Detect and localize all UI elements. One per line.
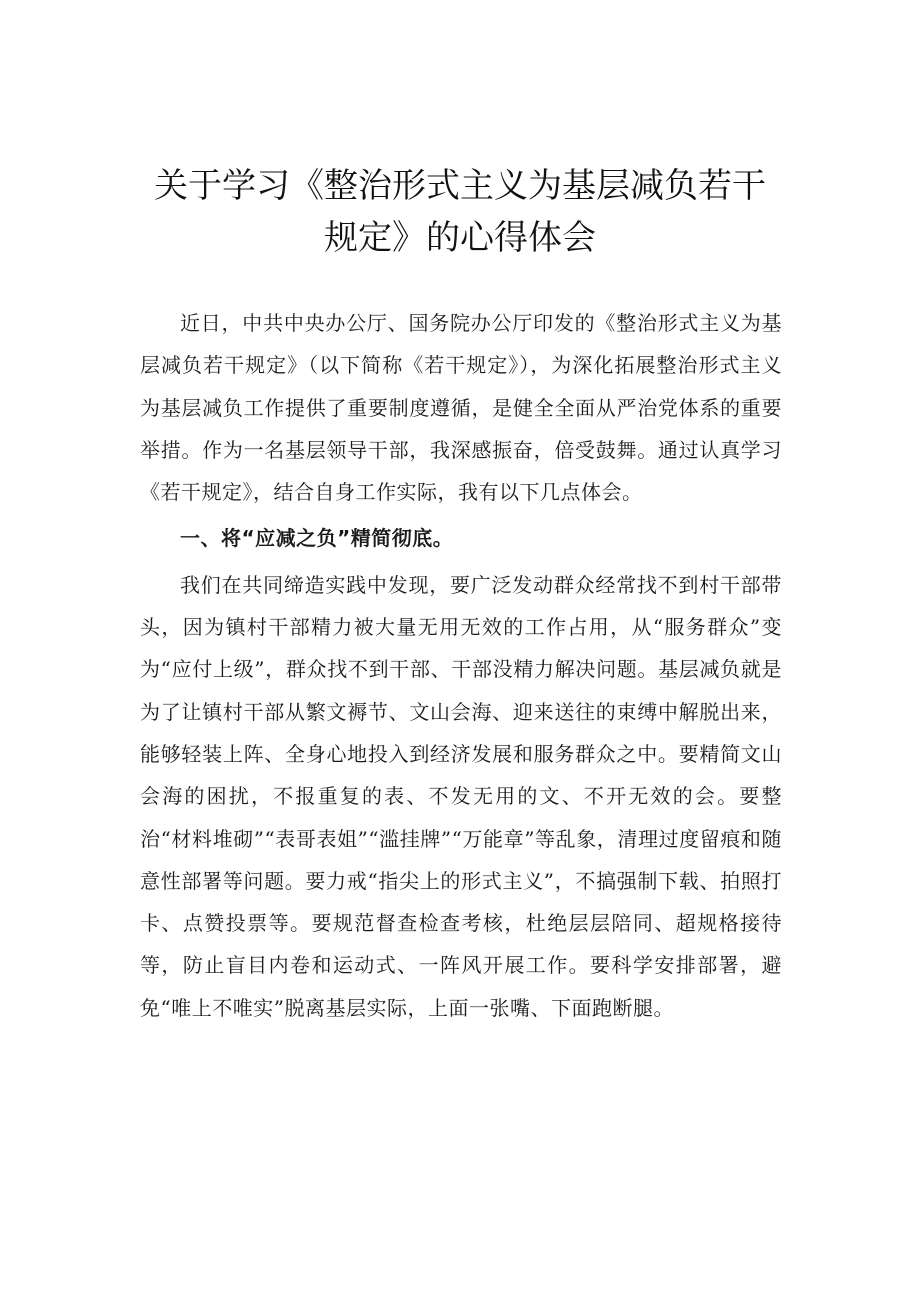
title-line-1: 关于学习《整治形式主义为基层减负若干 xyxy=(154,166,766,206)
intro-paragraph: 近日，中共中央办公厅、国务院办公厅印发的《整治形式主义为基层减负若干规定》（以下简称《若干规定》），为深化拓展整治形式主义为基层减负工作提供了重要制度遵循，是健全全面从严治党体系的重要举措。作为一名基层领导干部，我深感振奋，倍受鼓舞。通过认真学习《若干规定》，结合自身工作实际，我有以下几点体会。 xyxy=(140,311,782,505)
document-title xyxy=(140,160,780,264)
title-line-2: 规定》的心得体会 xyxy=(324,218,596,258)
document-body xyxy=(140,302,782,1029)
section-1-heading: 一、将“应减之负”精简彻底。 xyxy=(180,526,454,551)
section-1-paragraph: 我们在共同缔造实践中发现，要广泛发动群众经常找不到村干部带头，因为镇村干部精力被大量无用无效的工作占用，从“服务群众”变为“应付上级”，群众找不到干部、干部没精力解决问题。基层减负就是为了让镇村干部从繁文褥节、文山会海、迎来送往的束缚中解脱出来，能够轻装上阵、全身心地投入到经济发展和服务群众之中。要精简文山会海的困扰，不报重复的表、不发无用的文、不开无效的会。要整治“材料堆砌”“表哥表姐”“滥挂牌”“万能章”等乱象，清理过度留痕和随意性部署等问题。要力戒“指尖上的形式主义”，不搞强制下载、拍照打卡、点赞投票等。要规范督查检查考核，杜绝层层陪同、超规格接待等，防止盲目内卷和运动式、一阵风开展工作。要科学安排部署，避免“唯上不唯实”脱离基层实际，上面一张嘴、下面跑断腿。 xyxy=(140,572,782,1020)
